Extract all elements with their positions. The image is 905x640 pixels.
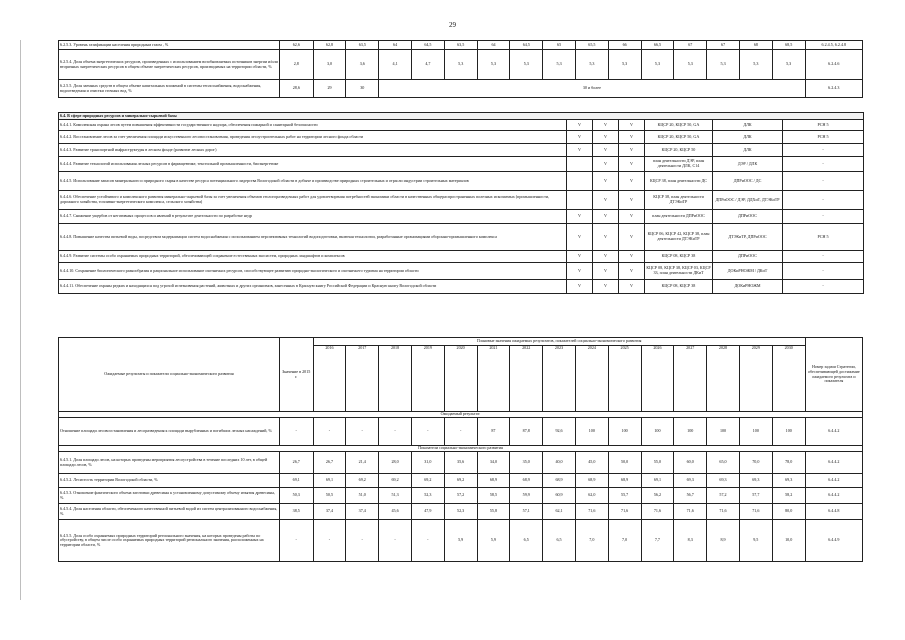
responsible: ДЛК (713, 144, 783, 157)
funding-source: план деятельности ДПРиООС (645, 210, 713, 224)
indicator-value: 5,3 (641, 50, 674, 80)
results-table (58, 337, 863, 562)
indicator-value: 5,3 (772, 50, 805, 80)
indicator-value: 2,8 (279, 50, 313, 80)
indicator-value: - (444, 418, 477, 446)
indicator-value: 3,6 (346, 50, 379, 80)
stage-mark: V (619, 120, 645, 131)
indicator-value: 65 (543, 41, 576, 50)
action-row (59, 172, 864, 191)
task-code: 6.2.4.3 (805, 80, 862, 98)
reference: - (783, 144, 864, 157)
indicator-value: 68,9 (477, 474, 510, 488)
responsible: ДПРиООС / ДЭР, ДДХиТ, ДТЭКиТР (713, 191, 783, 210)
indicator-value: - (279, 520, 313, 562)
indicator-name: Отношение площади лесовосстановления и лесоразведения к площади вырубленных и погибших лесных насаждений, % (59, 418, 280, 446)
indicator-value: 68,9 (575, 474, 608, 488)
indicator-value: 80,0 (772, 504, 805, 520)
indicator-value: 8,3 (674, 520, 707, 562)
indicator-value: 28,0 (379, 452, 412, 474)
action-text: 6.4.4.7. Снижение ущербов от негативных процессов и явлений в результате деятельности по разработке недр (59, 210, 567, 224)
stage-mark: V (567, 280, 593, 294)
stage-mark: V (567, 120, 593, 131)
indicator-name: 6.4.5.4. Доля населения области, обеспеченного качественной питьевой водой из систем централизованного водоснабжения, % (59, 504, 280, 520)
reference: РСН 5 (783, 224, 864, 251)
stage-mark: V (567, 131, 593, 144)
indicator-value: 66 (608, 41, 641, 50)
indicator-value: 28,6 (279, 80, 313, 98)
reference: - (783, 263, 864, 280)
indicator-value: 68,9 (608, 474, 641, 488)
funding-source: КЦСР 20, КЦСР 50, GA (645, 131, 713, 144)
indicator-value: 5,3 (674, 50, 707, 80)
header-row (59, 338, 863, 346)
indicator-value: 100 (641, 418, 674, 446)
indicator-value-merged: 30 и более (379, 80, 805, 98)
reference: РСН 5 (783, 120, 864, 131)
action-row (59, 224, 864, 251)
responsible: ДОКиРНОЖМ / ДКиТ (713, 263, 783, 280)
table-row (59, 80, 863, 98)
stage-mark: V (593, 280, 619, 294)
action-text: 6.4.4.1. Комплексная охрана лесов путем повышения эффективности государственного надзора, обеспечения пожарной и санитарной безопасности (59, 120, 567, 131)
indicator-value: 60,0 (674, 452, 707, 474)
header-year: 2017 (346, 346, 379, 412)
indicator-value: 69,2 (444, 474, 477, 488)
table-row (59, 50, 863, 80)
indicator-value: 51,3 (379, 488, 412, 504)
indicator-value: 62,6 (279, 41, 313, 50)
indicator-value: 68,9 (510, 474, 543, 488)
indicator-value: 8,9 (707, 520, 740, 562)
indicator-value: 62,1 (543, 504, 576, 520)
indicator-value: 87 (477, 418, 510, 446)
action-text: 6.4.4.4. Развитие технологий использования лесных ресурсов в фармацевтике, текстильной промышленности, биоэнергетике (59, 157, 567, 172)
indicator-value: 71,6 (608, 504, 641, 520)
table-row (59, 474, 863, 488)
funding-source: КЦСР 20, КЦСР 50, GA (645, 120, 713, 131)
reference: - (783, 251, 864, 263)
table-row (59, 41, 863, 50)
indicator-name: 6.4.5.1. Доля площади лесов, на которых проведены мероприятия лесоустройства в течение последних 10 лет, в общей площади лесов, % (59, 452, 280, 474)
indicator-value: 68,9 (543, 474, 576, 488)
stage-mark: V (593, 144, 619, 157)
indicator-value: - (379, 418, 412, 446)
indicator-name: 6.4.5.2. Лесистость территории Вологодской области, % (59, 474, 280, 488)
indicator-value: 5,3 (510, 50, 543, 80)
indicator-value: 55,8 (477, 504, 510, 520)
indicator-value: 100 (608, 418, 641, 446)
indicator-value: - (411, 418, 444, 446)
indicator-value: 64,5 (510, 41, 543, 50)
indicator-value: - (346, 520, 379, 562)
indicator-value: 64 (379, 41, 412, 50)
indicator-value: 69,3 (739, 474, 772, 488)
header-year: 2016 (313, 346, 346, 412)
indicator-name: 6.4.5.3. Отношение фактического объема заготовки древесины к установленному допустимому объему изъятия древесины, % (59, 488, 280, 504)
indicator-value: 5,3 (543, 50, 576, 80)
stage-mark: V (567, 144, 593, 157)
action-row (59, 191, 864, 210)
table-row (59, 488, 863, 504)
stage-mark: V (593, 120, 619, 131)
action-text: 6.4.4.10. Сохранение биологического разнообразия и рациональное использование охотничьих ресурсов, способствующее развитию природно-экологического и охотничьего туризма на территории области (59, 263, 567, 280)
table-row (59, 520, 863, 562)
indicator-name: 6.2.5.3. Уровень газификации населения природным газом , % (59, 41, 280, 50)
action-text: 6.4.4.9. Развитие системы особо охраняемых природных территорий, обеспечивающей сохранение естественных экосистем, природных ландшафтов и комплексов (59, 251, 567, 263)
stage-mark: V (567, 224, 593, 251)
indicator-value: 71,6 (641, 504, 674, 520)
stage-mark: V (593, 263, 619, 280)
indicator-value: 5,3 (707, 50, 740, 80)
header-year: 2019 (411, 346, 444, 412)
indicator-value: 26,7 (279, 452, 313, 474)
indicator-value: 60,9 (543, 488, 576, 504)
action-row (59, 131, 864, 144)
stage-mark: V (567, 263, 593, 280)
task-code: 6.4.4.9 (805, 520, 862, 562)
indicator-value: 56,2 (641, 488, 674, 504)
action-row (59, 120, 864, 131)
indicator-value: - (279, 418, 313, 446)
indicator-value: 69,3 (772, 474, 805, 488)
stage-mark: V (619, 191, 645, 210)
action-text: 6.4.4.6. Обеспечение устойчивого и комплексного развития минерально-сырьевой базы за счет увеличения объемов геологоразведочных работ для удовлетворения потребностей экономики области в качественных общераспространенных полезных ископаемых (промышленности, дорожного хозяйства, топливно-энергетического комплекса, сельского хозяйства) (59, 191, 567, 210)
indicator-value: 64,5 (412, 41, 445, 50)
table-row (59, 504, 863, 520)
indicator-value: 26,7 (313, 452, 346, 474)
indicator-value: 10,0 (772, 520, 805, 562)
reference: - (783, 210, 864, 224)
indicator-value: 58,2 (772, 488, 805, 504)
indicator-value: 100 (772, 418, 805, 446)
stage-mark: V (619, 263, 645, 280)
indicator-value: 69,2 (379, 474, 412, 488)
indicator-value: 4,1 (379, 50, 412, 80)
header-year: 2027 (674, 346, 707, 412)
task-code: 6.4.4.2 (805, 488, 862, 504)
indicator-value: 55,7 (608, 488, 641, 504)
indicator-name: 6.4.5.5. Доля особо охраняемых природных территорий регионального значения, на которых проведены работы по обустройству, в общем числе особо охраняемых природных территорий регионального значения, расположенных на территории области, % (59, 520, 280, 562)
action-row (59, 263, 864, 280)
indicator-value: 38,5 (279, 504, 313, 520)
indicator-value: 69,1 (279, 474, 313, 488)
indicator-value: 55,0 (641, 452, 674, 474)
indicator-value: 47,9 (411, 504, 444, 520)
responsible: ДЛК (713, 131, 783, 144)
stage-mark: V (593, 210, 619, 224)
indicator-value: - (379, 520, 412, 562)
indicator-value: 70,0 (739, 452, 772, 474)
funding-source: КЦСР 38, план деятельности ДТЭКиТР (645, 191, 713, 210)
header-name: Ожидаемые результаты и показатели социально-экономического развития (59, 338, 280, 412)
indicator-value: 56,7 (674, 488, 707, 504)
indicator-value: - (313, 418, 346, 446)
indicator-value: 69,1 (313, 474, 346, 488)
header-year: 2026 (641, 346, 674, 412)
indicator-value: 58,5 (477, 488, 510, 504)
indicator-value: 69,3 (707, 474, 740, 488)
indicator-value: 100 (575, 418, 608, 446)
indicator-value: 69,2 (411, 474, 444, 488)
task-code: 6.4.4.8 (805, 504, 862, 520)
action-text: 6.4.4.5. Использование запасов минерального и природного сырья в качестве ресурса потенциального лидерства Вологодской области в добыче и производстве природных строительных и отрасли индустрии строительных материалов (59, 172, 567, 191)
indicator-value: 34,0 (477, 452, 510, 474)
action-text: 6.4.4.3. Развитие транспортной инфраструктуры в лесном фонде (развитие лесных дорог) (59, 144, 567, 157)
table-row (59, 418, 863, 446)
reference: РСН 5 (783, 131, 864, 144)
action-text: 6.4.4.2. Восстановление лесов за счет увеличения площади искусственного лесовосстановления, проведения лесоустроительных работ на территории лесного фонда области (59, 131, 567, 144)
indicator-value: 69,2 (346, 474, 379, 488)
action-row (59, 210, 864, 224)
header-base-year: Значение в 2015 г. (279, 338, 313, 412)
indicator-value: 71,6 (739, 504, 772, 520)
indicator-value: 71,6 (674, 504, 707, 520)
indicator-value: 51,0 (346, 488, 379, 504)
stage-mark: V (619, 144, 645, 157)
indicator-value: 69,1 (641, 474, 674, 488)
stage-mark: V (593, 131, 619, 144)
funding-source: КЦСР 08, КЦСР 38 (645, 280, 713, 294)
indicator-value: 5,3 (739, 50, 772, 80)
reference: - (783, 157, 864, 172)
indicator-value: 29 (313, 80, 346, 98)
action-row (59, 157, 864, 172)
section-title: 6.4. В сфере природных ресурсов и минерально-сырьевой базы (59, 113, 864, 120)
indicator-value: 62,8 (313, 41, 346, 50)
indicator-value: 63,5 (444, 41, 477, 50)
stage-mark: V (593, 157, 619, 172)
indicator-value: 57,7 (739, 488, 772, 504)
indicator-value: 5,3 (444, 50, 477, 80)
indicator-value: 50,5 (313, 488, 346, 504)
indicator-value: 9,5 (739, 520, 772, 562)
stage-mark (567, 191, 593, 210)
indicator-value: 68,5 (772, 41, 805, 50)
indicator-value: 6,5 (510, 520, 543, 562)
indicator-value: 30 (346, 80, 379, 98)
indicator-value: 57,2 (444, 488, 477, 504)
responsible: ДПРиООС / ДС (713, 172, 783, 191)
action-row (59, 144, 864, 157)
indicator-value: 52,3 (444, 504, 477, 520)
indicator-value: - (346, 418, 379, 446)
header-year: 2024 (575, 346, 608, 412)
stage-mark: V (619, 210, 645, 224)
indicator-value: 62,0 (575, 488, 608, 504)
indicator-value: 45,0 (575, 452, 608, 474)
indicator-value: 100 (707, 418, 740, 446)
action-row (59, 280, 864, 294)
task-code: 6.2.4.6 (805, 50, 862, 80)
indicators-table-top (58, 40, 863, 98)
funding-source: КЦСР 08, КЦСР 38, КЦСР 03, КЦСР 33, план деятельности ДКиТ (645, 263, 713, 280)
indicator-value: 4,7 (412, 50, 445, 80)
indicator-value: 57,2 (707, 488, 740, 504)
header-year: 2020 (444, 346, 477, 412)
header-year: 2022 (510, 346, 543, 412)
stage-mark: V (619, 251, 645, 263)
indicator-name: 6.2.5.5. Доля заемных средств в общем объеме капитальных вложений в системы теплоснабжения, водоснабжения, водоотведения и очистки сточных вод, % (59, 80, 280, 98)
indicator-value: 78,0 (772, 452, 805, 474)
header-task: Номер задачи Стратегии, обеспечивающей достижение ожидаемого результата и показателя (805, 338, 862, 412)
indicator-value: 66,5 (641, 41, 674, 50)
indicator-value: 5,9 (477, 520, 510, 562)
header-plan: Плановые значения ожидаемых результатов, показателей социально-экономического развития (313, 338, 805, 346)
indicator-value: 71,6 (707, 504, 740, 520)
header-year: 2021 (477, 346, 510, 412)
expected-result-label: Ожидаемый результат: (59, 412, 863, 418)
funding-source: КЦСР 38, план деятельности ДС (645, 172, 713, 191)
indicator-value: 63,5 (346, 41, 379, 50)
indicator-name: 6.2.5.4. Доля объема энергетических ресурсов, произведенных с использованием возобновляемых источников энергии и/или вторичных энергетических ресурсов в общем объеме энергетических ресурсов, производимых на территории области, % (59, 50, 280, 80)
header-year: 2025 (608, 346, 641, 412)
stage-mark (567, 157, 593, 172)
indicator-value: 40,0 (543, 452, 576, 474)
indicator-value: 7,0 (575, 520, 608, 562)
responsible: ДПРиООС (713, 251, 783, 263)
section-header-row (59, 113, 864, 120)
stage-mark: V (593, 172, 619, 191)
funding-source: план деятельности ДЭР, план деятельности ДЛК, С14 (645, 157, 713, 172)
funding-source: КЦСР 08, КЦСР 38 (645, 251, 713, 263)
indicator-value: 37,4 (313, 504, 346, 520)
indicator-value: 35,0 (510, 452, 543, 474)
reference: - (783, 280, 864, 294)
task-code: 6.4.4.2 (805, 474, 862, 488)
reference: - (783, 172, 864, 191)
indicator-value: 100 (739, 418, 772, 446)
stage-mark: V (567, 210, 593, 224)
indicator-value: 45,6 (379, 504, 412, 520)
header-year: 2030 (772, 346, 805, 412)
action-row (59, 251, 864, 263)
header-year: 2018 (379, 346, 412, 412)
indicator-value: 100 (674, 418, 707, 446)
stage-mark: V (567, 251, 593, 263)
stage-mark: V (619, 172, 645, 191)
stage-mark: V (593, 251, 619, 263)
indicator-value: 52,3 (411, 488, 444, 504)
table-row (59, 452, 863, 474)
indicator-value: 67 (674, 41, 707, 50)
stage-mark: V (619, 157, 645, 172)
indicator-value: 3,0 (313, 50, 346, 80)
indicator-value: 50,3 (279, 488, 313, 504)
indicator-value: 59,9 (510, 488, 543, 504)
indicator-value: 87,8 (510, 418, 543, 446)
stage-mark: V (593, 191, 619, 210)
indicator-value: 35,6 (444, 452, 477, 474)
funding-source: КЦСР 06, КЦСР 42, КЦСР 38, план деятельности ДТЭКиТР (645, 224, 713, 251)
responsible: ДЭР / ДЛК (713, 157, 783, 172)
indicator-value: 37,4 (346, 504, 379, 520)
stage-mark: V (619, 224, 645, 251)
responsible: ДПРиООС (713, 210, 783, 224)
indicator-value: 68 (739, 41, 772, 50)
stage-mark (567, 172, 593, 191)
indicator-value: 6,5 (543, 520, 576, 562)
indicator-value: 7,0 (608, 520, 641, 562)
task-code: 6.2.4.5, 6.2.4.8 (805, 41, 862, 50)
left-edge-mark (20, 40, 21, 600)
indicator-value: 69,3 (674, 474, 707, 488)
indicator-value: 67 (707, 41, 740, 50)
indicator-value: 65,5 (575, 41, 608, 50)
header-year: 2028 (707, 346, 740, 412)
indicator-value: 5,3 (575, 50, 608, 80)
indicator-value: 5,3 (477, 50, 510, 80)
indicator-value: - (411, 520, 444, 562)
header-year: 2023 (543, 346, 576, 412)
indicator-value: 21,4 (346, 452, 379, 474)
stage-mark: V (593, 224, 619, 251)
indicator-value: 57,1 (510, 504, 543, 520)
task-code: 6.4.4.2 (805, 452, 862, 474)
indicator-value: 5,3 (608, 50, 641, 80)
responsible: ДТЭКиТР, ДПРиООС (713, 224, 783, 251)
indicator-value: 31,0 (411, 452, 444, 474)
indicator-value: 65,0 (707, 452, 740, 474)
stage-mark: V (619, 280, 645, 294)
indicator-value: 5,9 (444, 520, 477, 562)
action-text: 6.4.4.8. Повышение качества питьевой воды, посредством модернизации систем водоснабжения с использованием перспективных технологий водоподготовки, включая технологии, разработанные организациями оборонно-промышленного комплекса (59, 224, 567, 251)
stage-mark: V (619, 131, 645, 144)
responsible: ДЛК (713, 120, 783, 131)
actions-table (58, 112, 864, 294)
indicator-value: 64 (477, 41, 510, 50)
funding-source: КЦСР 20, КЦСР 50 (645, 144, 713, 157)
indicator-value: 50,0 (608, 452, 641, 474)
indicators-label: Показатели социально-экономического развития (59, 446, 863, 452)
reference: - (783, 191, 864, 210)
responsible: ДОКиРНОЖМ (713, 280, 783, 294)
action-text: 6.4.4.11. Обеспечение охраны редких и находящихся под угрозой исчезновения растений, животных и других организмов, занесенных в Красную книгу Российской Федерации и Красную книгу Вологодской области (59, 280, 567, 294)
indicator-value: - (313, 520, 346, 562)
task-code: 6.4.4.2 (805, 418, 862, 446)
page-number: 29 (449, 21, 456, 29)
header-year: 2029 (739, 346, 772, 412)
indicator-value: 7,7 (641, 520, 674, 562)
indicator-value: 92,6 (543, 418, 576, 446)
indicator-value: 71,6 (575, 504, 608, 520)
